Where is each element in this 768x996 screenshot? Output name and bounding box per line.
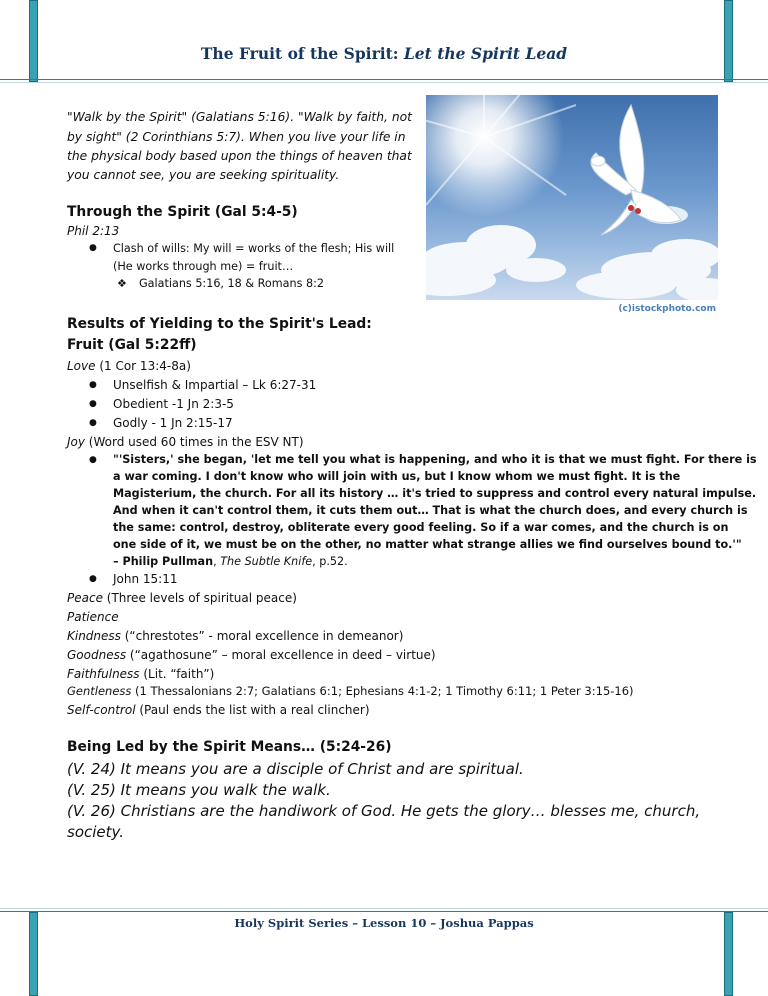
- bullet-dot: ●: [89, 243, 97, 253]
- intro-line: you cannot see, you are seeking spirituality.: [67, 168, 340, 182]
- bullet-dot: ●: [89, 455, 97, 465]
- fruit-item: Self-control (Paul ends the list with a real clincher): [67, 703, 370, 717]
- bullet-text: Godly - 1 Jn 2:15-17: [113, 416, 233, 430]
- bullet-text: (He works through me) = fruit…: [113, 260, 294, 273]
- bullet-text: Unselfish & Impartial – Lk 6:27-31: [113, 378, 317, 392]
- verse-line: (V. 25) It means you walk the walk.: [67, 781, 331, 799]
- right-top-tab: [724, 0, 733, 82]
- fruit-item: Gentleness (1 Thessalonians 2:7; Galatians 6:1; Ephesians 4:1-2; 1 Timothy 6:11; 1 Peter 3:15-16): [67, 684, 634, 698]
- fruit-item: Kindness (“chrestotes” - moral excellence in demeanor): [67, 629, 404, 643]
- bullet-dot: ●: [89, 418, 97, 428]
- page-footer: Holy Spirit Series – Lesson 10 – Joshua Pappas: [234, 916, 534, 930]
- fruit-item: Patience: [67, 610, 119, 624]
- fruit-joy: Joy (Word used 60 times in the ESV NT): [67, 435, 304, 449]
- dove-photo: [426, 95, 718, 300]
- footer-rule: [0, 911, 768, 912]
- bullet-text: John 15:11: [113, 572, 178, 586]
- sub-bullet-text: Galatians 5:16, 18 & Romans 8:2: [139, 277, 324, 290]
- image-credit: (c)istockphoto.com: [618, 304, 716, 314]
- left-top-tab: [29, 0, 38, 82]
- verse-line: society.: [67, 823, 124, 841]
- header-rule-light: [0, 82, 768, 83]
- quote-line: And when it can't control them, it cuts them out… That is what the church does, and every church is: [113, 504, 748, 517]
- bullet-dot: ●: [89, 399, 97, 409]
- bullet-text: Clash of wills: My will = works of the flesh; His will: [113, 242, 395, 255]
- dove-photo-art: [426, 95, 718, 300]
- bullet-text: Obedient -1 Jn 2:3-5: [113, 397, 234, 411]
- diamond-bullet-icon: ❖: [117, 277, 127, 290]
- fruit-love: Love (1 Cor 13:4-8a): [67, 359, 191, 373]
- quote-line: the same: control, destroy, obliterate every good feeling. So if a war comes, and the church is on: [113, 521, 729, 534]
- quote-line: one side of it, we must be on the other, no matter what strange allies we find ourselves bound to.'": [113, 538, 742, 551]
- section-heading: Being Led by the Spirit Means… (5:24-26): [67, 739, 392, 755]
- quote-line: "'Sisters,' she began, 'let me tell you what is happening, and who it is that we must fight. For there is: [113, 453, 757, 466]
- bullet-dot: ●: [89, 380, 97, 390]
- quote-attribution: – Philip Pullman, The Subtle Knife, p.52.: [113, 555, 348, 568]
- dove-foot: [635, 208, 641, 214]
- section-heading: Fruit (Gal 5:22ff): [67, 337, 197, 353]
- intro-line: "Walk by the Spirit" (Galatians 5:16). "Walk by faith, not: [67, 110, 412, 124]
- fruit-item: Peace (Three levels of spiritual peace): [67, 591, 297, 605]
- page-title: The Fruit of the Spirit: Let the Spirit Lead: [200, 44, 568, 63]
- header-rule: [0, 79, 768, 80]
- sun-glow: [426, 95, 564, 217]
- quote-line: Magisterium, the church. For all its history … it's tried to suppress and control every natural impulse.: [113, 487, 757, 500]
- fruit-item: Goodness (“agathosune” – moral excellence in deed – virtue): [67, 648, 436, 662]
- section-heading: Results of Yielding to the Spirit's Lead:: [67, 316, 372, 332]
- dove-shape: [591, 105, 681, 235]
- quote-line: a war coming. I don't know who will join with us, but I know whom we must fight. It is the: [113, 470, 681, 483]
- fruit-item: Faithfulness (Lit. “faith”): [67, 667, 215, 681]
- verse-line: (V. 26) Christians are the handiwork of God. He gets the glory… blesses me, church,: [67, 802, 701, 820]
- verse-line: (V. 24) It means you are a disciple of Christ and are spiritual.: [67, 760, 524, 778]
- intro-line: the physical body based upon the things of heaven that: [67, 149, 412, 163]
- scripture-ref: Phil 2:13: [67, 224, 120, 238]
- footer-rule-light: [0, 908, 768, 909]
- section-heading: Through the Spirit (Gal 5:4-5): [67, 204, 298, 220]
- dove-foot: [628, 205, 634, 211]
- intro-line: by sight" (2 Corinthians 5:7). When you live your life in: [67, 130, 406, 144]
- bullet-dot: ●: [89, 574, 97, 584]
